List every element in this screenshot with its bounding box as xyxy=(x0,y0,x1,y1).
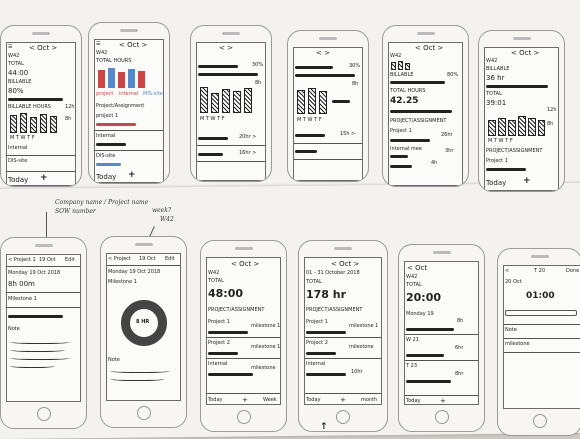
mini-bar xyxy=(398,61,403,70)
day-3-bar xyxy=(406,380,451,383)
day-labels: M T W T F xyxy=(10,135,35,141)
screen xyxy=(404,261,479,405)
phone-variant-b xyxy=(287,30,369,182)
speaker xyxy=(531,255,549,258)
total-label: TOTAL xyxy=(8,61,24,67)
milestone-label[interactable]: milestone xyxy=(505,341,530,347)
speaker xyxy=(417,32,435,35)
bar-m xyxy=(98,70,105,88)
section-heading: Project/Assignment xyxy=(96,103,145,109)
add-button[interactable]: + xyxy=(523,176,531,186)
day-1-bar xyxy=(406,328,454,331)
scribble xyxy=(8,315,63,318)
bar-t2 xyxy=(128,69,135,88)
billable-label: BILLABLE xyxy=(486,66,510,72)
note-text xyxy=(10,355,70,360)
divider xyxy=(405,334,478,335)
divider xyxy=(7,171,75,172)
screen xyxy=(206,257,281,405)
row-project-1[interactable]: Project 1 xyxy=(208,319,230,325)
total-hours-label: TOTAL HOURS xyxy=(96,58,132,64)
speaker xyxy=(135,243,153,246)
time-value[interactable]: 01:00 xyxy=(526,291,555,301)
total-label: TOTAL xyxy=(406,282,422,288)
pct-label: 30% xyxy=(349,63,361,69)
speaker xyxy=(35,244,53,247)
bar-t xyxy=(20,113,27,133)
divider xyxy=(197,161,265,162)
divider xyxy=(107,265,180,266)
note-label: Note xyxy=(108,357,120,363)
screen xyxy=(484,47,559,191)
date-title: Monday 19 Oct 2018 xyxy=(108,269,161,275)
note-text xyxy=(110,368,170,373)
project-progress xyxy=(96,123,136,126)
progress-bar xyxy=(295,74,355,77)
billable-label: BILLABLE xyxy=(8,79,32,85)
row-bar xyxy=(198,153,223,156)
total-value: 48:00 xyxy=(208,287,244,300)
divider xyxy=(7,266,80,267)
day-2-value: 6hr xyxy=(455,345,464,351)
project-bar xyxy=(390,139,430,142)
internal-bar xyxy=(306,373,346,376)
bottom-sketch-sheet xyxy=(0,183,580,439)
total-hours-value: 42.25 xyxy=(390,96,419,106)
pct-label: 30% xyxy=(252,62,264,68)
week-button[interactable]: Week xyxy=(263,397,277,403)
speaker xyxy=(222,32,240,35)
divider xyxy=(207,358,280,359)
bar-t2 xyxy=(518,116,526,136)
row-value-2[interactable]: 16hr > xyxy=(239,150,257,156)
screen xyxy=(388,42,463,186)
note-text xyxy=(10,363,55,368)
bar-t2 xyxy=(40,114,47,133)
row-project-1[interactable]: project 1 xyxy=(96,113,119,119)
other-bar xyxy=(390,165,412,168)
y-axis-12h: 12h xyxy=(547,107,557,113)
screen xyxy=(6,42,76,186)
today-button[interactable]: Today xyxy=(208,397,223,403)
speaker xyxy=(235,247,253,250)
section-heading: PROJECT/ASSIGNMENT xyxy=(390,118,447,124)
row-internal[interactable]: Internal xyxy=(208,361,228,367)
today-button[interactable]: Today xyxy=(406,398,421,404)
ring-label: 8 HR xyxy=(136,319,150,325)
phone-billable xyxy=(382,25,469,187)
divider xyxy=(405,360,478,361)
bar-f xyxy=(528,118,536,136)
internal-bar xyxy=(208,373,253,376)
row-internal[interactable]: Internal mee xyxy=(390,146,422,152)
row-dis-site[interactable]: DIS-site xyxy=(8,158,28,164)
day-labels: M T W T F xyxy=(488,138,513,144)
add-button[interactable]: + xyxy=(128,170,136,180)
row-project-1[interactable]: Project 1 xyxy=(306,319,328,325)
bar-m xyxy=(10,115,17,133)
row-project-2-milestone: milestone 1 xyxy=(251,344,281,350)
project-bar xyxy=(306,331,346,334)
divider xyxy=(305,393,381,394)
edit-button[interactable]: Edit xyxy=(65,257,75,263)
bar-t xyxy=(308,88,316,114)
phone-week-projects xyxy=(200,240,287,432)
billable-pct: 80% xyxy=(447,72,459,78)
month-selector[interactable]: < Oct > xyxy=(331,260,360,268)
add-button[interactable]: + xyxy=(340,396,346,404)
billable-hours-label: BILLABLE HOURS xyxy=(8,104,51,110)
y-axis-8h: 8h xyxy=(255,80,262,86)
row-other-value: 4h xyxy=(431,160,438,166)
bar-w xyxy=(319,91,327,114)
note-sow-number: SOW number xyxy=(55,208,96,215)
today-button[interactable]: Today xyxy=(486,179,507,187)
month-selector[interactable]: < Oct > xyxy=(231,260,260,268)
home-button[interactable] xyxy=(37,407,51,421)
row-bar xyxy=(295,150,317,153)
note-company-name: Company name / Project name xyxy=(55,199,149,206)
screen xyxy=(293,47,363,181)
phone-day-ring xyxy=(100,236,187,428)
note-text xyxy=(10,347,65,352)
bar-f xyxy=(50,116,57,133)
day-2-label[interactable]: W 21 xyxy=(406,337,419,343)
bar-f xyxy=(138,71,145,88)
section-heading: PROJECT/ASSIGNMENT xyxy=(486,148,543,154)
home-button[interactable] xyxy=(336,410,350,424)
back-button[interactable]: < Project xyxy=(108,256,131,262)
divider xyxy=(95,130,163,131)
duration: 8h 00m xyxy=(8,280,35,288)
time-slider[interactable] xyxy=(505,310,577,316)
date-title: Monday 19 Oct 2018 xyxy=(8,270,61,276)
note-label: Note xyxy=(8,326,20,332)
section-heading: PROJECT/ASSIGNMENT xyxy=(208,307,265,313)
divider xyxy=(197,145,265,146)
internal-bar xyxy=(390,155,408,158)
home-button[interactable] xyxy=(237,410,251,424)
month-selector[interactable]: < Oct > xyxy=(415,44,444,52)
phone-week-total xyxy=(478,30,565,192)
total-value: 20:00 xyxy=(406,291,442,304)
bar-t xyxy=(108,68,115,88)
row-project-2[interactable]: Project 2 xyxy=(208,340,230,346)
day-labels: M T W T F xyxy=(297,117,322,123)
y-axis-8h: 8h xyxy=(65,116,72,122)
date-range: 01 - 31 October 2018 xyxy=(306,270,360,276)
week-label: W42 xyxy=(8,53,20,59)
bar-f xyxy=(244,88,252,113)
screen-title: T 20 xyxy=(534,268,546,274)
screen xyxy=(94,39,164,183)
total-hours-label: TOTAL HOURS xyxy=(390,88,426,94)
today-button[interactable]: Today xyxy=(96,173,117,181)
header-bar xyxy=(295,66,333,69)
speaker xyxy=(319,37,337,40)
screen xyxy=(6,254,81,402)
phone-variant-a xyxy=(190,25,272,182)
back-button[interactable]: < Project 1 xyxy=(8,257,36,263)
note-week: week? xyxy=(152,207,172,214)
phone-week-overview xyxy=(0,25,82,187)
mini-bar xyxy=(405,63,410,70)
bar-m xyxy=(297,90,305,114)
divider xyxy=(294,143,362,144)
speaker xyxy=(334,247,352,250)
total-label: TOTAL xyxy=(486,91,502,97)
divider xyxy=(504,324,580,325)
add-button[interactable]: + xyxy=(440,397,446,405)
billable-pct: 80% xyxy=(8,87,24,95)
bar-t xyxy=(211,93,219,113)
total-value: 39:01 xyxy=(486,99,507,107)
row-internal[interactable]: Internal xyxy=(306,361,326,367)
total-value: 178 hr xyxy=(306,288,347,301)
bar-t xyxy=(498,118,506,136)
header-bar xyxy=(198,65,238,68)
note-w42: W42 xyxy=(160,216,174,223)
project-bar xyxy=(208,331,248,334)
y-axis-8h: 8h xyxy=(547,121,554,127)
day-2-bar xyxy=(406,354,444,357)
today-button[interactable]: Today xyxy=(8,176,29,184)
pen-arrow: ↑ xyxy=(320,422,328,432)
placeholder-bar xyxy=(332,100,350,103)
today-button[interactable]: Today xyxy=(306,397,321,403)
divider xyxy=(305,337,381,338)
row-internal[interactable]: Internal xyxy=(8,145,28,151)
milestone-label[interactable]: Milestone 1 xyxy=(8,296,37,302)
row-project-1[interactable]: Project 1 xyxy=(486,158,508,164)
bar-m xyxy=(488,120,496,136)
divider xyxy=(7,292,80,293)
divider xyxy=(7,155,75,156)
bar-w xyxy=(30,117,37,133)
week-label: W42 xyxy=(208,270,220,276)
total-label: TOTAL xyxy=(306,279,322,285)
note-text xyxy=(10,339,70,344)
screen xyxy=(304,257,382,405)
row-dis-site[interactable]: DIS-site xyxy=(96,153,116,159)
done-button[interactable]: Done xyxy=(566,268,580,274)
billable-label: BILLABLE xyxy=(390,72,414,78)
speaker xyxy=(513,37,531,40)
date-label: 20 Oct xyxy=(505,279,522,285)
row-project-2[interactable]: Project 2 xyxy=(306,340,328,346)
add-button[interactable]: + xyxy=(242,396,248,404)
project-bar xyxy=(208,352,238,355)
note-text xyxy=(110,376,165,381)
legend-internal: internal xyxy=(119,91,139,97)
row-internal-milestone: milestone xyxy=(251,365,276,371)
week-label: W42 xyxy=(390,53,402,59)
row-project-1-milestone: milestone 1 xyxy=(349,323,379,329)
speaker xyxy=(433,251,451,254)
speaker xyxy=(32,32,50,35)
home-button[interactable] xyxy=(533,414,547,428)
phone-time-entry xyxy=(497,248,580,436)
section-heading: PROJECT/ASSIGNMENT xyxy=(306,307,363,313)
row-internal-value: 10hr xyxy=(351,369,363,375)
month-selector[interactable]: < Oct > xyxy=(119,41,148,49)
home-button[interactable] xyxy=(435,410,449,424)
phone-week-days xyxy=(398,244,485,432)
billable-progress xyxy=(486,85,548,88)
day-3-label[interactable]: T 23 xyxy=(406,363,418,369)
y-axis-12h: 12h xyxy=(65,104,75,110)
screen xyxy=(503,265,580,409)
bar-t2 xyxy=(233,91,241,113)
menu-icon[interactable]: ☰ xyxy=(8,44,13,50)
phone-week-colored xyxy=(88,22,170,184)
divider xyxy=(294,159,362,160)
y-axis-8h: 8h xyxy=(352,81,359,87)
add-button[interactable]: + xyxy=(40,173,48,183)
month-selector[interactable]: < Oct > xyxy=(29,44,58,52)
row-project-1[interactable]: Project 1 xyxy=(390,128,412,134)
speaker xyxy=(120,29,138,32)
nav-arrows[interactable]: < > xyxy=(316,49,330,57)
row-project-2-milestone: milestone xyxy=(349,344,374,350)
month-button[interactable]: month xyxy=(361,397,378,403)
project-bar xyxy=(486,168,526,171)
internal-progress xyxy=(96,143,126,146)
divider xyxy=(305,358,381,359)
dis-progress xyxy=(96,163,121,166)
billable-value: 36 hr xyxy=(486,74,505,82)
bar-w xyxy=(508,120,516,136)
screen xyxy=(106,253,181,401)
nav-arrows[interactable]: < > xyxy=(219,44,233,52)
divider xyxy=(504,352,580,353)
legend-project: project xyxy=(96,91,114,97)
project-bar xyxy=(306,352,336,355)
back-button[interactable]: < xyxy=(505,268,510,274)
day-1-label[interactable]: Monday 19 xyxy=(406,311,434,317)
divider xyxy=(207,393,280,394)
bar-s xyxy=(538,120,545,136)
screen xyxy=(196,42,266,181)
header-date: 19 Oct xyxy=(39,257,56,263)
phone-month-projects xyxy=(298,240,388,432)
mini-bar xyxy=(391,62,396,70)
divider xyxy=(7,307,80,308)
row-project-1-value: 26hr xyxy=(441,132,453,138)
billable-progress xyxy=(8,98,63,101)
row-bar xyxy=(198,137,228,140)
day-labels: M T W T F xyxy=(200,116,225,122)
note-label[interactable]: Note xyxy=(505,327,517,333)
edit-button[interactable]: Edit xyxy=(165,256,175,262)
total-value: 44:00 xyxy=(8,69,29,77)
total-label: TOTAL xyxy=(208,278,224,284)
phone-day-entry xyxy=(0,237,87,429)
milestone-label[interactable]: Milestone 1 xyxy=(108,279,137,285)
progress-bar xyxy=(198,73,258,76)
divider xyxy=(95,150,163,151)
row-internal-value: 3hr xyxy=(445,148,454,154)
row-internal[interactable]: Internal xyxy=(96,133,116,139)
day-1-value: 8h xyxy=(457,318,464,324)
month-selector[interactable]: < Oct > xyxy=(511,49,540,57)
header-date: 19 Oct xyxy=(139,256,156,262)
divider xyxy=(405,395,478,396)
bar-m xyxy=(200,87,208,113)
divider xyxy=(207,337,280,338)
week-label: W42 xyxy=(96,50,108,56)
day-3-value: 8hr xyxy=(455,371,464,377)
row-project-1-milestone: milestone 1 xyxy=(251,323,281,329)
row-bar xyxy=(295,134,325,137)
billable-progress xyxy=(390,81,445,84)
bar-w xyxy=(118,72,125,88)
row-value-1[interactable]: 15h > xyxy=(340,131,356,137)
week-label: W42 xyxy=(486,58,498,64)
row-value-1[interactable]: 20hr > xyxy=(239,134,257,140)
divider xyxy=(504,338,580,339)
home-button[interactable] xyxy=(137,406,151,420)
week-label: W42 xyxy=(406,274,418,280)
bar-w xyxy=(222,89,230,113)
menu-icon[interactable]: ☰ xyxy=(96,41,101,47)
total-progress xyxy=(390,110,452,113)
month-selector[interactable]: < Oct xyxy=(407,264,428,272)
legend-mis-site: MIS-site xyxy=(143,91,163,97)
